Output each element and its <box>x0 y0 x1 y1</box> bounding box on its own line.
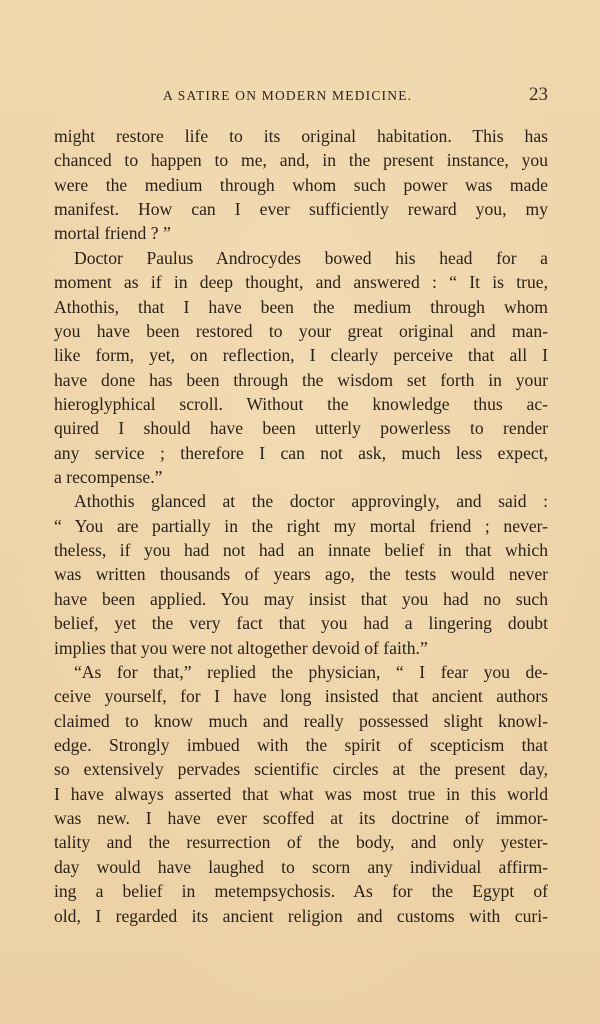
text-line: mortal friend ? ” <box>54 223 171 244</box>
running-head <box>54 86 548 110</box>
text-line: have been applied. You may insist that you had no such <box>54 588 548 609</box>
text-line: was new. I have ever scoffed at its doctrine of immor- <box>54 808 548 829</box>
text-line: was written thousands of years ago, the tests would never <box>54 564 548 585</box>
text-line: ing a belief in metempsychosis. As for the Egypt of <box>54 881 548 902</box>
text-line: claimed to know much and really possessed slight knowl- <box>54 710 548 731</box>
text-line: moment as if in deep thought, and answered : “ It is true, <box>54 272 548 293</box>
text-line: theless, if you had not had an innate belief in that which <box>54 540 548 561</box>
text-line: a recompense.” <box>54 467 163 488</box>
text-line: edge. Strongly imbued with the spirit of scepticism that <box>54 734 548 755</box>
text-line: “As for that,” replied the physician, “ I fear you de- <box>74 661 548 682</box>
text-line: quired I should have been utterly powerless to render <box>54 418 548 439</box>
text-line: day would have laughed to scorn any individual affirm- <box>54 856 548 877</box>
text-line: like form, yet, on reflection, I clearly perceive that all I <box>54 345 548 366</box>
text-line: Athothis glanced at the doctor approvingly, and said : <box>74 491 548 512</box>
text-line: chanced to happen to me, and, in the present instance, you <box>54 150 548 171</box>
text-line: hieroglyphical scroll. Without the knowledge thus ac- <box>54 393 548 414</box>
text-line: “ You are partially in the right my mortal friend ; never- <box>54 515 548 536</box>
text-line: have done has been through the wisdom set forth in your <box>54 369 548 390</box>
text-line: you have been restored to your great original and man- <box>54 320 548 341</box>
text-line: ceive yourself, for I have long insisted that ancient authors <box>54 686 548 707</box>
text-line: so extensively pervades scientific circles at the present day, <box>54 759 548 780</box>
text-line: belief, yet the very fact that you had a lingering doubt <box>54 613 548 634</box>
text-line: Athothis, that I have been the medium through whom <box>54 296 548 317</box>
text-line: were the medium through whom such power was made <box>54 174 548 195</box>
text-line: I have always asserted that what was most true in this world <box>54 783 548 804</box>
page-number: 23 <box>529 84 548 105</box>
text-line: implies that you were not altogether devoid of faith.” <box>54 637 428 658</box>
text-line: Doctor Paulus Androcydes bowed his head for a <box>74 247 548 268</box>
text-line: might restore life to its original habitation. This has <box>54 126 548 146</box>
running-title: A SATIRE ON MODERN MEDICINE. <box>163 88 413 103</box>
text-line: manifest. How can I ever sufficiently reward you, my <box>54 199 548 220</box>
body-text <box>54 124 548 928</box>
text-line: tality and the resurrection of the body, and only yester- <box>54 832 548 853</box>
text-line: any service ; therefore I can not ask, much less expect, <box>54 442 548 463</box>
text-line: old, I regarded its ancient religion and customs with curi- <box>54 905 548 926</box>
